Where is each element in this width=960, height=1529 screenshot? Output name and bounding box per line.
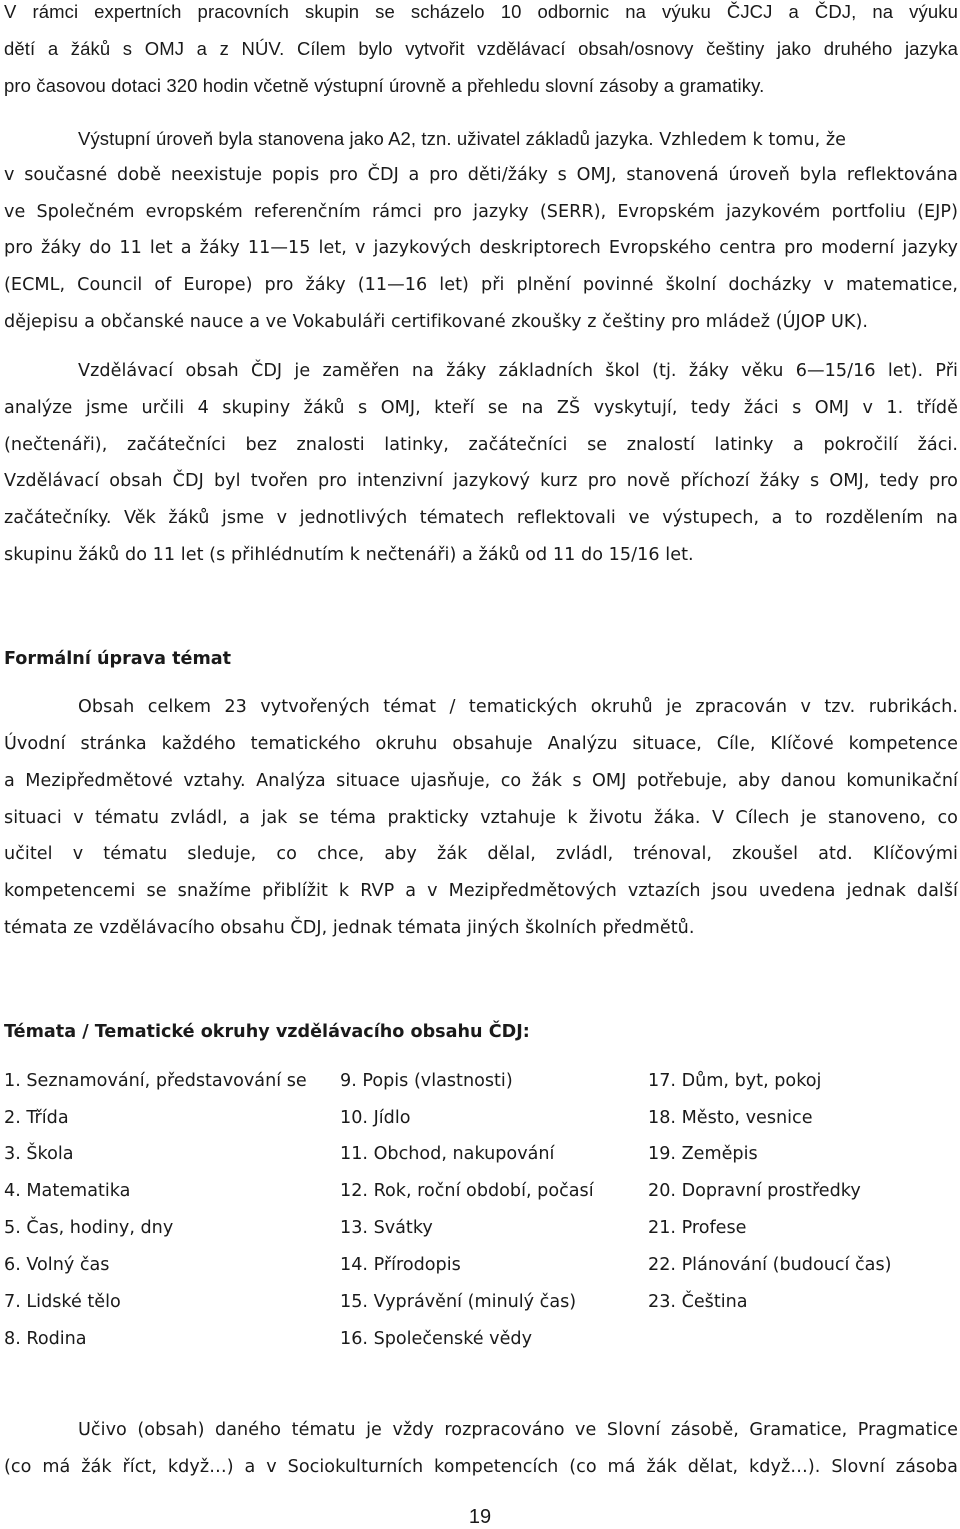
topic-item: 20. Dopravní prostředky — [648, 1181, 861, 1201]
topic-item: 16. Společenské vědy — [340, 1329, 532, 1349]
paragraph-2-continuation: Vzhledem k tomu, že — [653, 130, 847, 150]
paragraph-3-line: Vzdělávací obsah ČDJ je zaměřen na žáky základních škol (tj. žáky věku 6—15/16 let). Při — [78, 361, 958, 381]
topic-item: 17. Dům, byt, pokoj — [648, 1071, 822, 1091]
paragraph-1-line: V rámci expertních pracovních skupin se scházelo 10 odbornic na výuku ČJCJ a ČDJ, na výuku — [4, 1, 958, 22]
page-number: 19 — [468, 1506, 492, 1528]
topic-item: 6. Volný čas — [4, 1255, 110, 1275]
topic-item: 5. Čas, hodiny, dny — [4, 1218, 174, 1238]
paragraph-3-line: začátečníky. Věk žáků jsme v jednotlivých tématech reflektovali ve výstupech, a to rozdělením na — [4, 508, 958, 528]
topic-item: 1. Seznamování, představování se — [4, 1071, 307, 1091]
paragraph-2-first-line — [78, 127, 958, 152]
paragraph-5-line: (co má žák říct, když…) a v Sociokulturních kompetencích (co má žák dělat, když…). Slovní zásoba — [4, 1457, 958, 1477]
topic-item: 9. Popis (vlastnosti) — [340, 1071, 513, 1091]
paragraph-3-line: skupinu žáků do 11 let (s přihlédnutím k nečtenáři) a žáků od 11 do 15/16 let. — [4, 545, 694, 565]
topic-item: 3. Škola — [4, 1144, 74, 1164]
topic-item: 15. Vyprávění (minulý čas) — [340, 1292, 577, 1312]
topic-item: 18. Město, vesnice — [648, 1108, 813, 1128]
paragraph-4-line: situaci v tématu zvládl, a jak se téma prakticky vztahuje k životu žáka. V Cílech je stanoveno, co — [4, 808, 958, 828]
topic-item: 13. Svátky — [340, 1218, 433, 1238]
paragraph-4-line: Obsah celkem 23 vytvořených témat / tematických okruhů je zpracován v tzv. rubrikách. — [78, 697, 958, 717]
topic-item: 4. Matematika — [4, 1181, 131, 1201]
topic-item: 12. Rok, roční období, počasí — [340, 1181, 594, 1201]
paragraph-3-line: Vzdělávací obsah ČDJ byl tvořen pro intenzivní jazykový kurz pro nově příchozí žáky s OMJ, tedy pro — [4, 471, 958, 491]
topic-item: 14. Přírodopis — [340, 1255, 461, 1275]
topic-item: 8. Rodina — [4, 1329, 87, 1349]
topic-item: 11. Obchod, nakupování — [340, 1144, 555, 1164]
topic-item: 22. Plánování (budoucí čas) — [648, 1255, 892, 1275]
paragraph-2-line: (ECML, Council of Europe) pro žáky (11—16 let) při plnění povinné školní docházky v matematice, — [4, 275, 958, 295]
topic-item: 23. Čeština — [648, 1292, 748, 1312]
topic-item: 7. Lidské tělo — [4, 1292, 121, 1312]
paragraph-2-line: dějepisu a občanské nauce a ve Vokabuláři certifikované zkoušky z češtiny pro mládež (ÚJOP UK). — [4, 312, 869, 332]
output-level-sentence: Výstupní úroveň byla stanovena jako A2, tzn. uživatel základů jazyka. — [78, 128, 654, 149]
paragraph-2-line: pro žáky do 11 let a žáky 11—15 let, v jazykových deskriptorech Evropského centra pro moderní jazyky — [4, 238, 958, 258]
paragraph-1-line: pro časovou dotaci 320 hodin včetně výstupní úrovně a přehledu slovní zásoby a gramatiky. — [4, 75, 765, 96]
paragraph-3-line: analýze jsme určili 4 skupiny žáků s OMJ, kteří se na ZŠ vyskytují, tedy žáci s OMJ v 1. třídě — [4, 398, 958, 418]
paragraph-2-line: v současné době neexistuje popis pro ČDJ a pro děti/žáky s OMJ, stanovená úroveň byla reflektována — [4, 165, 958, 185]
paragraph-4-line: a Mezipředmětové vztahy. Analýza situace ujasňuje, co žák s OMJ potřebuje, aby danou komunikační — [4, 771, 958, 791]
paragraph-4-line: učitel v tématu sleduje, co chce, aby žák dělal, zvládl, trénoval, zkoušel atd. Klíčovými — [4, 844, 958, 864]
paragraph-3-line: (nečtenáři), začátečníci bez znalosti latinky, začátečníci se znalostí latinky a pokročilí žáci. — [4, 435, 958, 455]
paragraph-2-line: ve Společném evropském referenčním rámci pro jazyky (SERR), Evropském jazykovém portfoliu (EJP) — [4, 202, 958, 222]
topic-item: 19. Zeměpis — [648, 1144, 758, 1164]
section-heading-topics: Témata / Tematické okruhy vzdělávacího obsahu ČDJ: — [4, 1022, 530, 1042]
paragraph-1-line: dětí a žáků s OMJ a z NÚV. Cílem bylo vytvořit vzdělávací obsah/osnovy češtiny jako druhého jazyka — [4, 38, 958, 59]
topic-item: 10. Jídlo — [340, 1108, 411, 1128]
paragraph-5-line: Učivo (obsah) daného tématu je vždy rozpracováno ve Slovní zásobě, Gramatice, Pragmatice — [78, 1420, 958, 1440]
paragraph-4-line: kompetencemi se snažíme přiblížit k RVP a v Mezipředmětových vztazích jsou uvedena jednak další — [4, 881, 958, 901]
section-heading-formal: Formální úprava témat — [4, 649, 232, 669]
paragraph-4-line: Úvodní stránka každého tematického okruhu obsahuje Analýzu situace, Cíle, Klíčové kompetence — [4, 734, 958, 754]
topic-item: 2. Třída — [4, 1108, 69, 1128]
topic-item: 21. Profese — [648, 1218, 747, 1238]
paragraph-4-line: témata ze vzdělávacího obsahu ČDJ, jednak témata jiných školních předmětů. — [4, 918, 695, 938]
